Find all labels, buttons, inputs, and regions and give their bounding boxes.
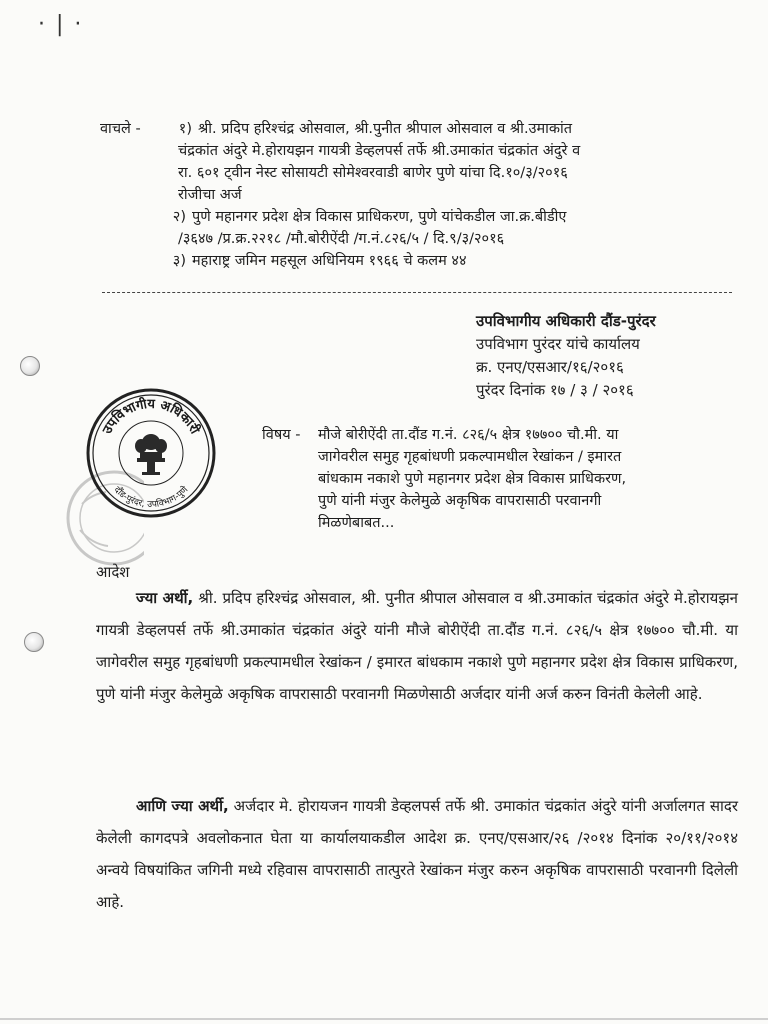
subject-line: बांधकाम नकाशे पुणे महानगर प्रदेश क्षेत्र विकास प्राधिकरण, xyxy=(318,471,627,487)
subject-line: मौजे बोरीऐंदी ता.दौंड ग.नं. ८२६/५ क्षेत्र १७७०० चौ.मी. या xyxy=(318,427,619,443)
subject-label: विषय - xyxy=(262,427,301,443)
order-paragraph xyxy=(96,582,738,710)
reference-number: ३) xyxy=(172,253,186,269)
page-edge-line xyxy=(0,1018,768,1020)
reference-item xyxy=(100,250,740,272)
reference-text: महाराष्ट्र जमिन महसूल अधिनियम १९६६ चे कलम ४४ xyxy=(192,253,467,269)
office-line: उपविभाग पुरंदर यांचे कार्यालय xyxy=(476,335,640,353)
reference-number: १) xyxy=(178,121,192,137)
svg-text:दौंड-पुरंदर, उपविभाग-पुणे xyxy=(112,483,191,510)
dashed-divider xyxy=(102,292,732,293)
order-heading: आदेश xyxy=(96,563,130,581)
official-seal xyxy=(84,386,218,520)
reference-item xyxy=(100,206,740,228)
reference-number: २) xyxy=(172,209,186,225)
reference-text: रा. ६०१ ट्वीन नेस्ट सोसायटी सोमेश्वरवाडी बाणेर पुणे यांचा दि.१०/३/२०१६ xyxy=(178,165,568,181)
reference-text: श्री. प्रदिप हरिश्चंद्र ओसवाल, श्री.पुनीत श्रीपाल ओसवाल व श्री.उमाकांत xyxy=(198,121,573,137)
paragraph-lead: आणि ज्या अर्थी, xyxy=(136,797,229,815)
references-label: वाचले - xyxy=(100,121,141,137)
references-block xyxy=(100,118,740,272)
subject-line: मिळणेबाबत... xyxy=(318,515,395,531)
office-heading: उपविभागीय अधिकारी दौंड-पुरंदर xyxy=(476,312,656,330)
seal-top-text: उपविभागीय अधिकारी xyxy=(100,396,202,437)
reference-text: रोजीचा अर्ज xyxy=(178,187,242,203)
emblem-icon xyxy=(135,434,167,475)
seal-bottom-text: दौंड-पुरंदर, उपविभाग-पुणे xyxy=(111,485,191,511)
reference-text: चंद्रकांत अंदुरे मे.होरायझन गायत्री डेव्हलपर्स तर्फे श्री.उमाकांत चंद्रकांत अंदुरे व xyxy=(178,143,581,159)
office-block xyxy=(476,310,656,402)
reference-text: पुणे महानगर प्रदेश क्षेत्र विकास प्राधिकरण, पुणे यांचेकडील जा.क्र.बीडीए xyxy=(192,209,567,225)
date-line: पुरंदर दिनांक १७ / ३ / २०१६ xyxy=(476,381,634,399)
subject-text xyxy=(318,424,732,534)
subject-line: पुणे यांनी मंजुर केलेमुळे अकृषिक वापरासाठी परवानगी xyxy=(318,493,602,509)
paragraph-text: श्री. प्रदिप हरिश्चंद्र ओसवाल, श्री. पुनीत श्रीपाल ओसवाल व श्री.उमाकांत चंद्रकांत अंदुरे मे.होरायझन गायत्री डेव्हलपर्स तर्फे श्री.उमाकांत चंद्रकांत अंदुरे यांनी मौजे बोरीऐंदी ता.दौंड ग.नं. ८२६/५ क्षेत्र १७७०० चौ.मी. या जागेवरील समुह गृहबांधणी प्रकल्पामधील रेखांकन / इमारत बांधकाम नकाशे पुणे महानगर प्रदेश क्षेत्र विकास प्राधिकरण, पुणे यांनी मंजुर केलेमुळे अकृषिक वापरासाठी परवानगी मिळणेसाठी अर्जदार यांनी अर्ज करुन विनंती केलेली आहे. xyxy=(96,589,738,703)
corner-mark: · | · xyxy=(38,12,84,37)
reference-number-line: क्र. एनए/एसआर/१६/२०१६ xyxy=(476,358,624,376)
punch-hole xyxy=(20,356,40,376)
reference-item xyxy=(100,118,740,140)
paragraph-text: अर्जदार मे. होरायजन गायत्री डेव्हलपर्स तर्फे श्री. उमाकांत चंद्रकांत अंदुरे यांनी अर्जालगत सादर केलेली कागदपत्रे अवलोकनात घेता या कार्यालयाकडील आदेश क्र. एनए/एसआर/२६ /२०१४ दिनांक २०/११/२०१४ अन्वये विषयांकित जगिनी मध्ये रहिवास वापरासाठी तात्पुरते रेखांकन मंजुर करुन अकृषिक वापरासाठी परवानगी दिलेली आहे. xyxy=(96,797,738,911)
subject-line: जागेवरील समुह गृहबांधणी प्रकल्पामधील रेखांकन / इमारत xyxy=(318,449,622,465)
punch-hole xyxy=(24,632,44,652)
subject-block xyxy=(262,424,732,534)
order-paragraph xyxy=(96,790,738,918)
reference-text: /३६४७ /प्र.क्र.२२१८ /मौ.बोरीऐंदी /ग.नं.८२६/५ / दि.९/३/२०१६ xyxy=(178,231,505,247)
paragraph-lead: ज्या अर्थी, xyxy=(136,589,194,607)
